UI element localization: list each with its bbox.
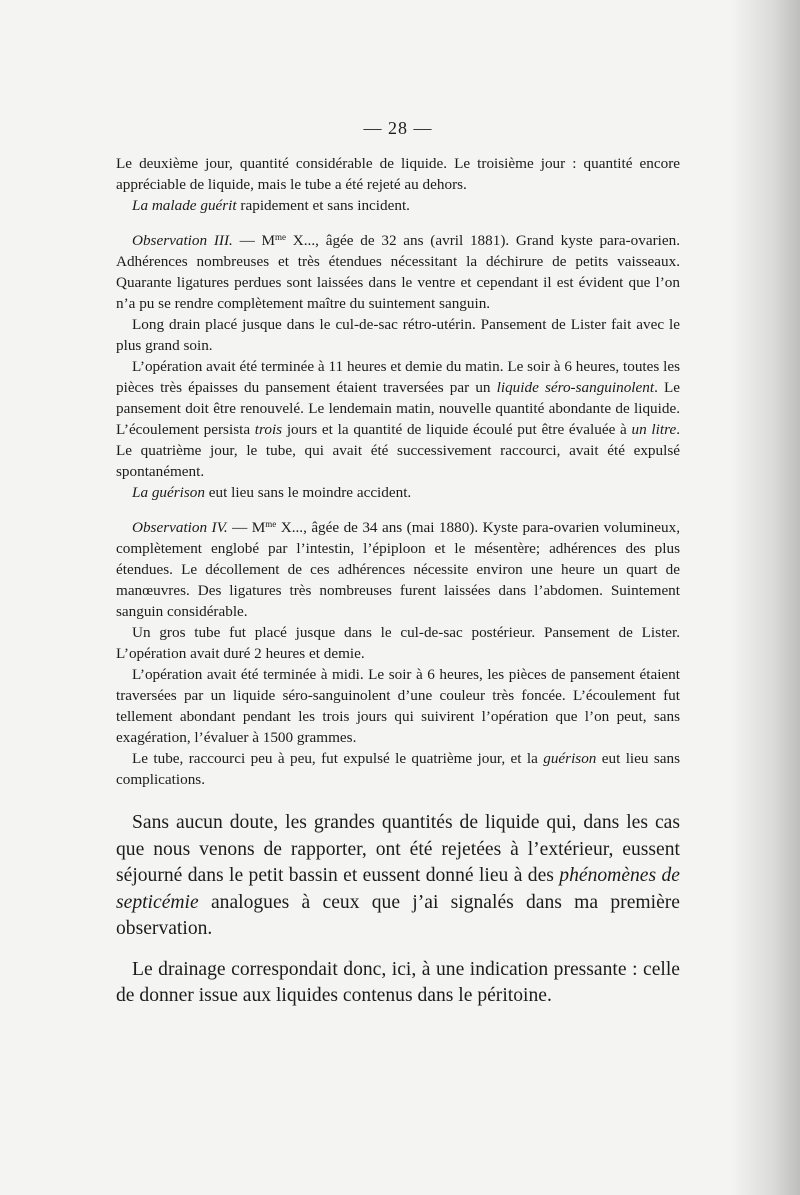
observation-3-intro: Observation III. — $M^{me}$ X..., âgée de 32 ans (avril 1881). Grand kyste para-ovarien. Adhérences nombreuses et très étendues nécessitant la déchirure de petits vaisseaux. Quarante ligatures perdues sont laissées dans le ventre et cependant il est évident que l’on n’a pu se rendre complètement maître du suintement sanguin. [116, 232, 680, 312]
continuation-outcome: La malade guérit rapidement et sans incident. [132, 197, 410, 214]
observation-3-drain: Long drain placé jusque dans le cul-de-sac rétro-utérin. Pansement de Lister fait avec le plus grand soin. [116, 316, 680, 354]
observation-3-course: L’opération avait été terminée à 11 heures et demie du matin. Le soir à 6 heures, toutes les pièces très épaisses du pansement étaient traversées par un liquide séro-sanguinolent. Le pansement doit être renouvelé. Le lendemain matin, nouvelle quantité abondante de liquide. L’écoulement persista trois jours et la quantité de liquide écoulé put être évaluée à un litre. Le quatrième jour, le tube, qui avait été successivement raccourci, avait été expulsé spontanément. [116, 358, 680, 480]
observation-4-course: L’opération avait été terminée à midi. Le soir à 6 heures, les pièces de pansement étaient traversées par un liquide séro-sanguinolent d’une couleur très foncée. L’écoulement fut tellement abondant pendant les trois jours qui suivirent l’opération que l’on peut, sans exagération, l’évaluer à 1500 grammes. [116, 666, 680, 746]
observation-4-outcome: Le tube, raccourci peu à peu, fut expulsé le quatrième jour, et la guérison eut lieu sans complications. [116, 750, 680, 788]
page-number: — 28 — [363, 118, 433, 138]
observation-4-label: Observation IV. [132, 519, 228, 536]
case-reports [116, 153, 680, 790]
page-content [116, 118, 680, 1010]
conclusion-paragraph-2: Le drainage correspondait donc, ici, à une indication pressante : celle de donner issue aux liquides contenus dans le péritoine. [116, 958, 680, 1006]
conclusion [116, 810, 680, 1010]
observation-4-drain: Un gros tube fut placé jusque dans le cul-de-sac postérieur. Pansement de Lister. L’opération avait duré 2 heures et demie. [116, 624, 680, 662]
page-edge-shadow [730, 0, 800, 1195]
observation-3-label: Observation III. [132, 232, 233, 249]
observation-4-intro: Observation IV. — $M^{me}$ X..., âgée de 34 ans (mai 1880). Kyste para-ovarien volumineux, complètement englobé par l’intestin, l’épiploon et le mésentère; adhérences des plus étendues. Le décollement de ces adhérences nécessite environ une heure un quart de manœuvres. Des ligatures très nombreuses furent laissées dans l’abdomen. Suintement sanguin considérable. [116, 519, 680, 620]
continuation-paragraph: Le deuxième jour, quantité considérable de liquide. Le troisième jour : quantité encore appréciable de liquide, mais le tube a été rejeté au dehors. [116, 155, 680, 193]
conclusion-paragraph-1: Sans aucun doute, les grandes quantités de liquide qui, dans les cas que nous venons de rapporter, ont été rejetées à l’extérieur, eussent séjourné dans le petit bassin et eussent donné lieu à des phénomènes de septicémie analogues à ceux que j’ai signalés dans ma première observation. [116, 812, 680, 939]
observation-3-outcome: La guérison eut lieu sans le moindre accident. [132, 484, 412, 501]
